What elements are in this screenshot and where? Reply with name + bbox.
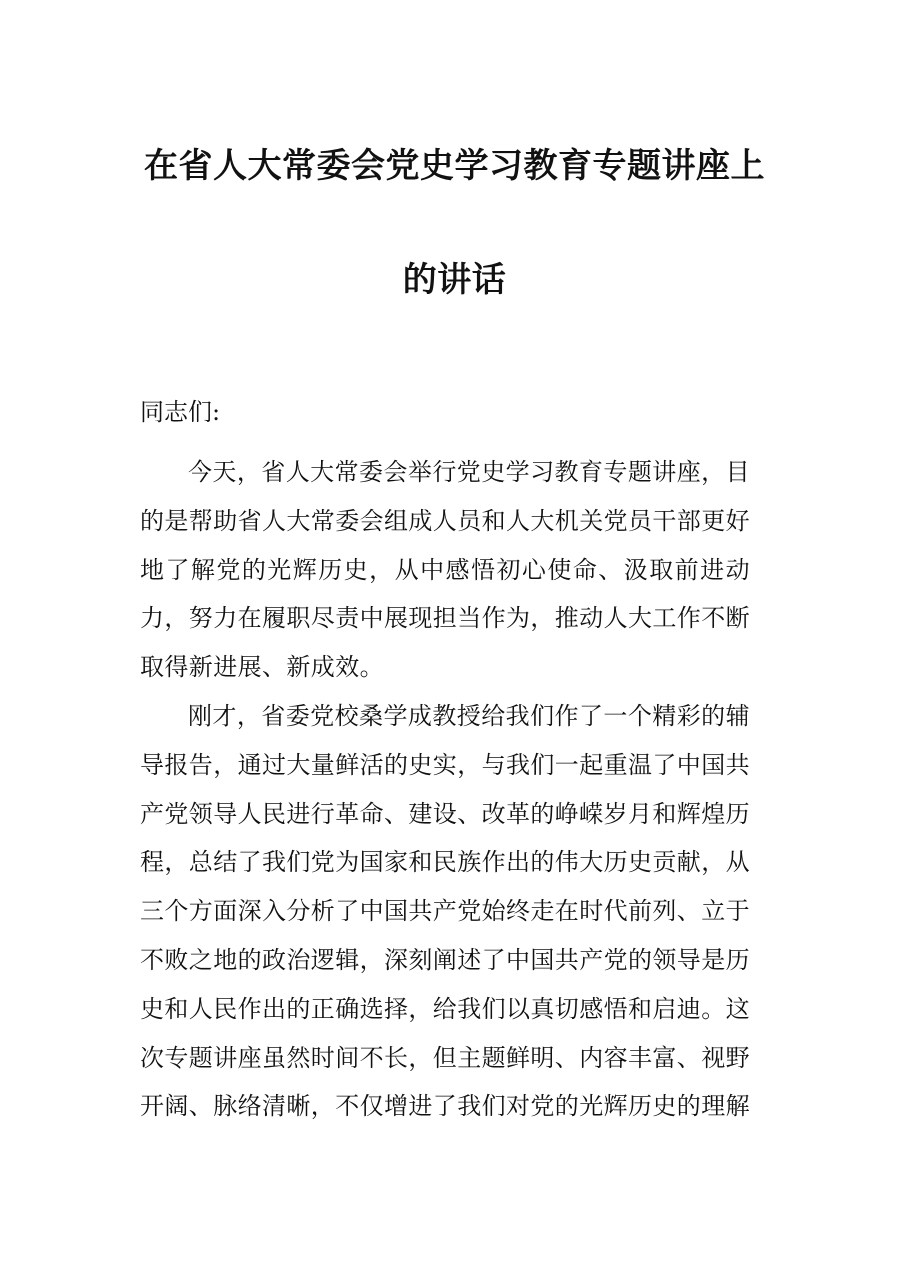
document-title-line-2: 的讲话 [402, 260, 507, 300]
body-paragraph-1: 今天，省人大常委会举行党史学习教育专题讲座，目的是帮助省人大常委会组成人员和人大机关党员干部更好地了解党的光辉历史，从中感悟初心使命、汲取前进动力，努力在履职尽责中展现担当作为，推动人大工作不断取得新进展、新成效。 [140, 458, 750, 682]
document-title-line-1: 在省人大常委会党史学习教育专题讲座上 [144, 146, 765, 186]
salutation: 同志们: [140, 398, 221, 426]
body-paragraph-2: 刚才，省委党校桑学成教授给我们作了一个精彩的辅导报告，通过大量鲜活的史实，与我们一起重温了中国共产党领导人民进行革命、建设、改革的峥嵘岁月和辉煌历程，总结了我们党为国家和民族作出的伟大历史贡献，从三个方面深入分析了中国共产党始终走在时代前列、立于不败之地的政治逻辑，深刻阐述了中国共产党的领导是历史和人民作出的正确选择，给我们以真切感悟和启迪。这次专题讲座虽然时间不长，但主题鲜明、内容丰富、视野开阔、脉络清晰，不仅增进了我们对党的光辉历史的理解 [140, 702, 750, 1121]
